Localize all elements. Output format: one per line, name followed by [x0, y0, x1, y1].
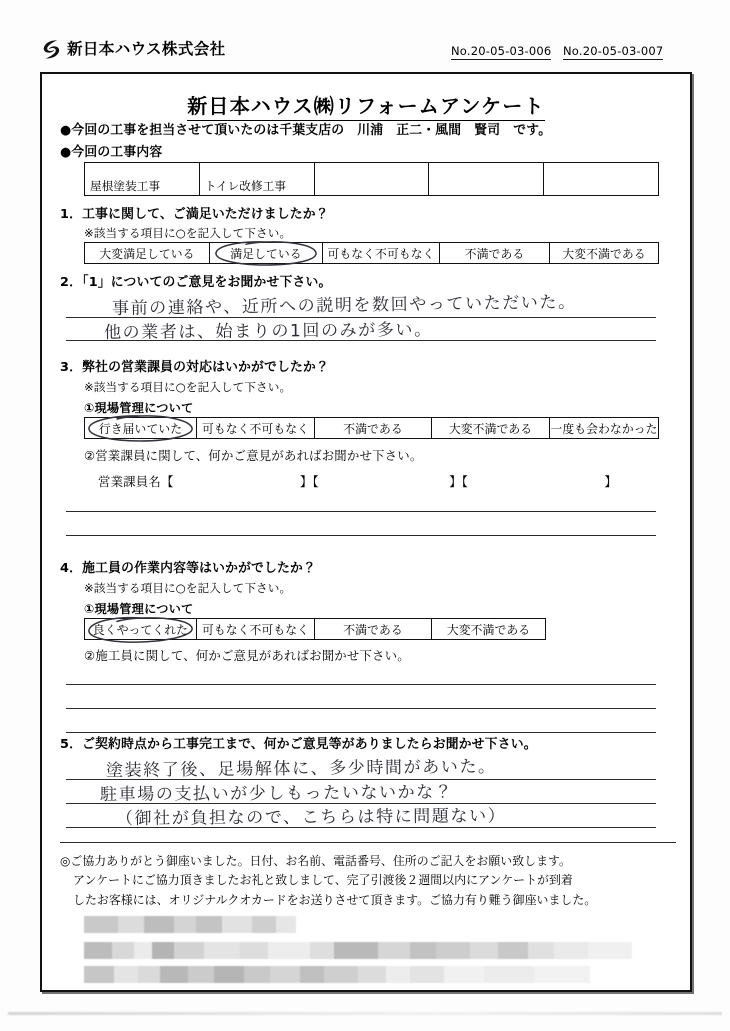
redacted-block: [174, 916, 196, 933]
question-4-subheading-1: ①現場管理について: [84, 602, 194, 616]
question-3-subheading-1: ①現場管理について: [84, 401, 194, 415]
redacted-block: [188, 966, 214, 983]
redacted-block: [528, 942, 554, 959]
question-2-heading: 2．「1」についてのご意見をお聞かせ下さい。: [60, 275, 332, 290]
redacted-block: [268, 942, 310, 959]
q4-option-2-label: 不満である: [343, 622, 403, 637]
redacted-block: [112, 942, 134, 959]
q4-option-3-label: 大変不満である: [446, 622, 531, 637]
writing-rule: [66, 535, 656, 536]
redacted-text-row: [84, 942, 632, 959]
redacted-block: [410, 966, 444, 983]
shinnihon-house-logo-icon: [40, 38, 63, 61]
redacted-block: [270, 966, 300, 983]
writing-rule: [66, 732, 656, 733]
q4-option-2[interactable]: [315, 619, 432, 639]
masthead: [40, 38, 700, 72]
redacted-text-row: [84, 966, 590, 983]
footer-line-1: ◎ご協力ありがとう御座いました。日付、お名前、電話番号、住所のご記入をお願い致します。: [60, 854, 571, 868]
question-1-heading: 1．工事に関して、ご満足いただけましたか？: [60, 207, 329, 222]
q4-option-3[interactable]: [432, 619, 545, 639]
footer-divider: [60, 842, 676, 843]
question-5-answer-line-1: 塗装終了後、足場解体に、多少時間があいた。: [105, 756, 497, 781]
q4-option-0-label: 良くやってくれた: [92, 622, 189, 637]
redacted-block: [324, 966, 358, 983]
sales-staff-bracket-2: 】【: [299, 474, 319, 489]
q4-option-1-label: 可もなく不可もなく: [201, 622, 310, 637]
redacted-block: [334, 942, 378, 959]
work-content-cell-text: トイレ改修工事: [204, 179, 287, 193]
q1-option-0[interactable]: [85, 243, 210, 263]
question-4-subheading-2: ②施工員に関して、何かご意見があればお聞かせ下さい。: [84, 648, 410, 663]
question-4-options[interactable]: [84, 618, 546, 640]
question-2-answer-line-2: 他の業者は、始まりの1回のみが多い。: [103, 320, 433, 343]
q3-option-4[interactable]: [550, 418, 658, 438]
document-number-1: No.20-05-03-006: [451, 44, 552, 58]
redacted-block: [134, 942, 152, 959]
footer-line-2: アンケートにご協力頂きましたお礼と致しまして、完了引渡後２週間以内にアンケートが到着: [73, 873, 573, 888]
scan-edge-artifact: [8, 1012, 722, 1015]
redacted-block: [118, 916, 144, 933]
redacted-block: [84, 942, 112, 959]
q1-option-3-label: 不満である: [464, 246, 525, 261]
form-frame: [40, 72, 692, 992]
redacted-block: [410, 942, 436, 959]
redacted-block: [444, 966, 484, 983]
document-number-2: No.20-05-03-007: [563, 44, 664, 58]
writing-rule: [66, 708, 656, 709]
question-1-note: ※該当する項目に○を記入して下さい。: [84, 226, 292, 240]
q1-option-4[interactable]: [550, 243, 658, 263]
redacted-block: [534, 966, 590, 983]
writing-rule: [66, 684, 656, 685]
redacted-block: [160, 966, 188, 983]
sales-staff-bracket-3: 】【: [449, 474, 469, 489]
page-title-text: 新日本ハウス㈱リフォームアンケート: [187, 94, 545, 121]
redacted-block: [84, 966, 114, 983]
q3-option-2-label: 不満である: [343, 421, 403, 436]
page-title: [42, 90, 690, 119]
q1-option-1-label: 満足している: [230, 246, 302, 261]
q1-option-0-label: 大変満足している: [99, 246, 195, 261]
redacted-block: [386, 966, 410, 983]
q1-option-4-label: 大変不満である: [562, 246, 646, 261]
redacted-block: [214, 966, 244, 983]
footer-line-3: したお客様には、オリジナルクオカードをお送りさせて頂きます。ご協力有り難う御座いました。: [73, 892, 597, 907]
question-2-answer-line-1: 事前の連絡や、近所への説明を数回やっていただいた。: [111, 292, 577, 319]
question-1-options[interactable]: [84, 242, 659, 264]
work-content-cell: [200, 163, 315, 195]
q3-option-3-label: 大変不満である: [448, 421, 533, 436]
question-5-heading: 5．ご契約時点から工事完工まで、何かご意見等がありましたらお聞かせ下さい。: [60, 737, 537, 752]
personal-information-redacted: [70, 912, 670, 988]
q3-option-1-label: 可もなく不可もなく: [201, 421, 310, 436]
redacted-block: [138, 966, 160, 983]
work-content-cell: [315, 163, 430, 195]
question-5-answer-line-3: （御社が負担なので、こちらは特に問題ない）: [115, 806, 507, 829]
q3-option-4-label: 一度も会わなかった: [550, 421, 658, 436]
work-content-cell: [429, 163, 544, 195]
q3-option-2[interactable]: [315, 418, 432, 438]
writing-rule: [66, 511, 656, 512]
work-content-cell: [544, 163, 658, 195]
redacted-block: [252, 916, 276, 933]
redacted-block: [358, 966, 386, 983]
company-logo: [40, 38, 226, 61]
question-3-options[interactable]: [84, 417, 659, 439]
redacted-block: [144, 916, 174, 933]
question-3-note: ※該当する項目に○を記入して下さい。: [84, 380, 292, 394]
work-content-table: [84, 162, 659, 196]
question-4-note: ※該当する項目に○を記入して下さい。: [84, 581, 292, 595]
q3-option-0[interactable]: [85, 418, 197, 438]
sales-staff-bracket-close: 】: [604, 474, 617, 489]
redacted-block: [196, 916, 222, 933]
redacted-block: [554, 942, 588, 959]
q4-option-1[interactable]: [197, 619, 315, 639]
sales-staff-name-row: [98, 472, 617, 490]
redacted-block: [470, 942, 498, 959]
work-content-label: ●今回の工事内容: [60, 145, 163, 160]
redacted-text-row: [84, 916, 296, 933]
redacted-block: [300, 966, 324, 983]
q1-option-3[interactable]: [440, 243, 550, 263]
q1-option-2[interactable]: [323, 243, 440, 263]
redacted-block: [310, 942, 334, 959]
question-5-answer-line-2: 駐車場の支払いが少しもったいないかな？: [99, 782, 454, 805]
q4-option-0[interactable]: [85, 619, 197, 639]
redacted-block: [152, 942, 174, 959]
redacted-block: [244, 966, 270, 983]
work-content-cell: [85, 163, 200, 195]
q3-option-3[interactable]: [432, 418, 550, 438]
question-3-heading: 3．弊社の営業課員の対応はいかがでしたか？: [60, 360, 330, 375]
q3-option-1[interactable]: [197, 418, 315, 438]
redacted-block: [222, 916, 252, 933]
q3-option-0-label: 行き届いていた: [98, 421, 183, 436]
work-content-cell-text: 屋根塗装工事: [90, 179, 161, 193]
redacted-block: [204, 942, 240, 959]
redacted-block: [378, 942, 410, 959]
company-name: 新日本ハウス株式会社: [67, 39, 226, 58]
question-3-subheading-2: ②営業課員に関して、何かご意見があればお聞かせ下さい。: [84, 448, 423, 463]
redacted-block: [174, 942, 204, 959]
q1-option-2-label: 可もなく不可もなく: [327, 246, 435, 261]
staff-in-charge-line: ●今回の工事を担当させて頂いたのは千葉支店の 川浦 正二・風間 賢司 です。: [60, 123, 552, 138]
redacted-block: [588, 942, 632, 959]
redacted-block: [436, 942, 470, 959]
sales-staff-name-label: 営業課員名【: [98, 474, 174, 489]
question-4-heading: 4．施工員の作業内容等はいかがでしたか？: [60, 561, 317, 576]
redacted-block: [114, 966, 138, 983]
redacted-block: [276, 916, 296, 933]
redacted-block: [498, 942, 528, 959]
redacted-block: [84, 916, 118, 933]
q1-option-1[interactable]: [210, 243, 323, 263]
redacted-block: [240, 942, 268, 959]
redacted-block: [484, 966, 534, 983]
footer-notice: [60, 852, 676, 910]
